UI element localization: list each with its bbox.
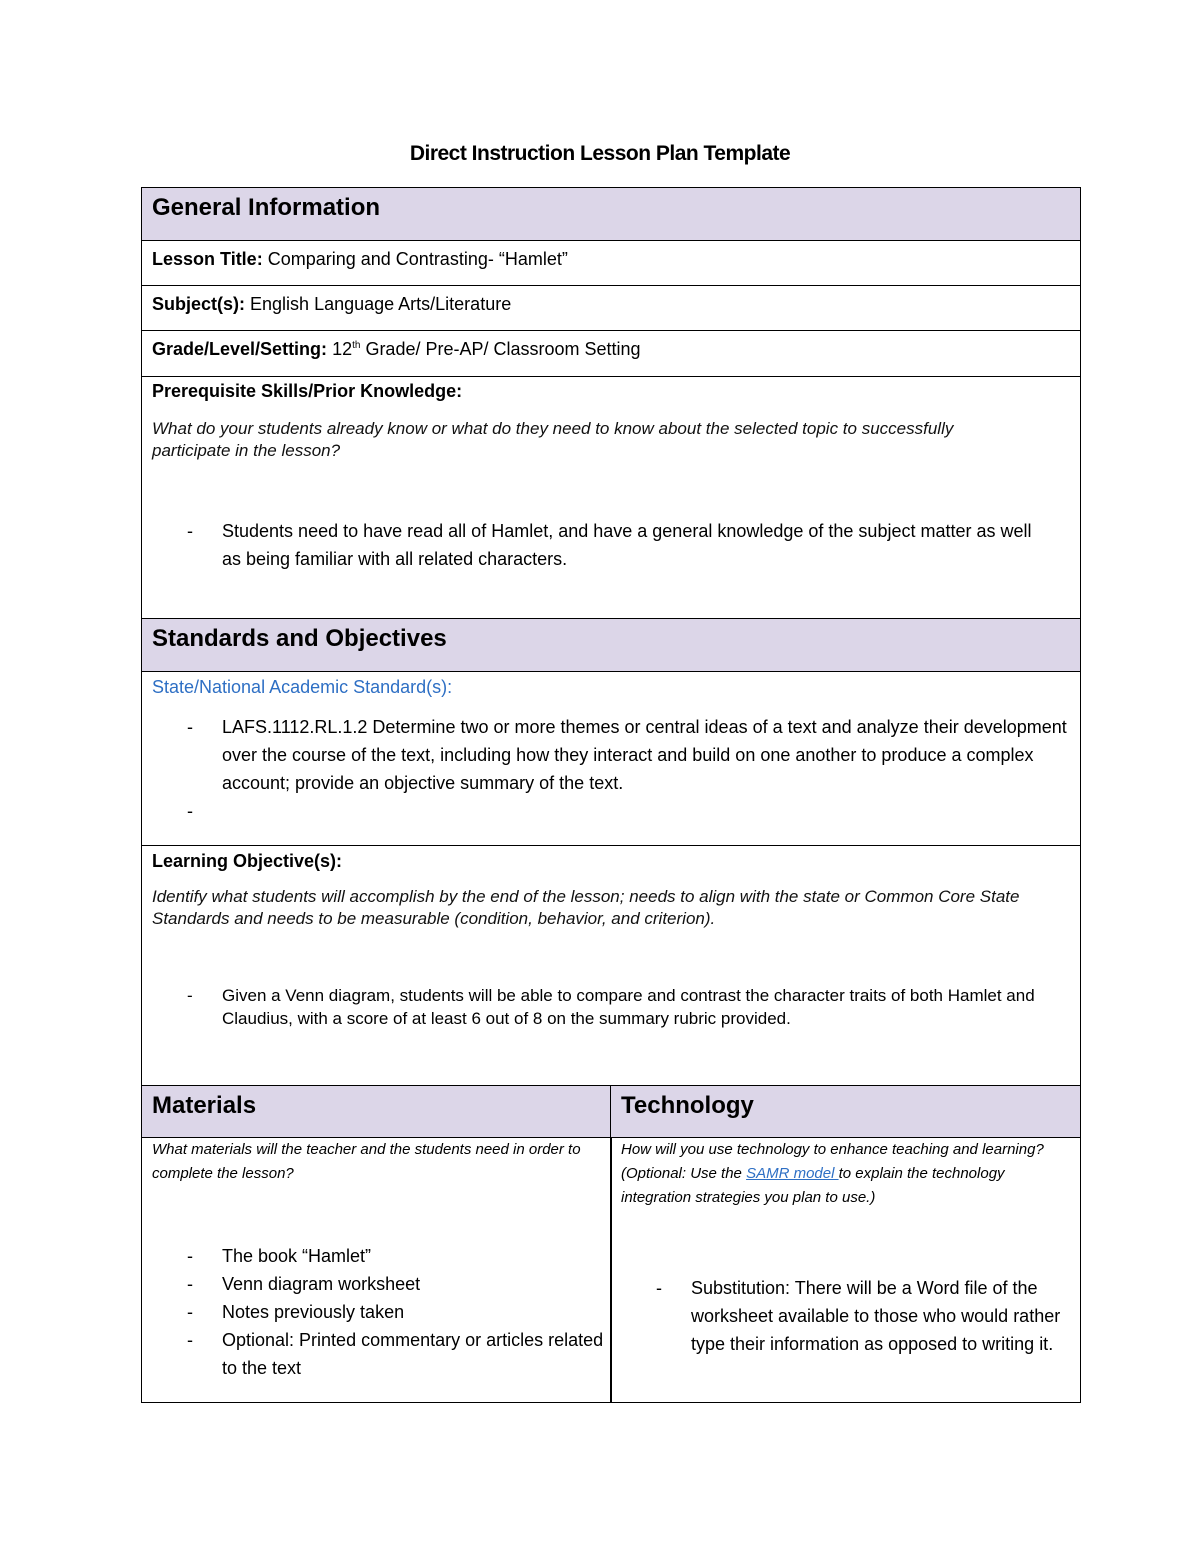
lesson-title-value: Comparing and Contrasting- “Hamlet” [267,249,568,269]
subjects-row [141,285,1081,331]
grade-value-sup: th [352,340,361,351]
grade-field [152,340,1070,358]
general-information-title: General Information [152,194,381,221]
prerequisite-prompt: What do your students already know or what do they need to know about the selected topic to successfully participate in the lesson? [152,419,954,460]
standards-title: Standards and Objectives [152,625,447,652]
list-item: - Optional: Printed commentary or articles related to the text [222,1326,607,1382]
list-item: - Substitution: There will be a Word file of the worksheet available to those who would rather type their information as opposed to writing it. [691,1274,1066,1358]
prerequisite-cell [141,376,1081,619]
standards-cell [141,671,1081,846]
technology-prompt [621,1138,1061,1210]
list-item: - Notes previously taken [222,1298,607,1326]
list-item: - The book “Hamlet” [222,1242,607,1270]
learning-objectives-label: Learning Objective(s): [152,851,343,871]
technology-list [621,1274,1066,1358]
state-standards-label: State/National Academic Standard(s): [152,677,453,697]
technology-header [610,1085,1081,1138]
materials-header [141,1085,612,1138]
materials-cell [141,1137,612,1403]
lesson-title-field [152,250,1070,268]
materials-title: Materials [152,1092,257,1119]
list-item: - Students need to have read all of Hamlet, and have a general knowledge of the subject matter as well as being familiar with all related characters. [222,517,1052,573]
grade-row [141,330,1081,377]
learning-objectives-cell [141,845,1081,1086]
prerequisite-label: Prerequisite Skills/Prior Knowledge: [152,381,463,401]
standards-header [141,618,1081,672]
list-item: - LAFS.1112.RL.1.2 Determine two or more themes or central ideas of a text and analyze their development over the course of the text, including how they interact and build on one another to produce a complex account; provide an objective summary of the text. [222,713,1067,797]
learning-objectives-prompt: Identify what students will accomplish by the end of the lesson; needs to align with the state or Common Core State Standards and needs to be measurable (condition, behavior, and criterion). [152,887,1020,928]
technology-prompt-end: to explain the technology integration strategies you plan to use.) [621,1165,1005,1206]
list-item: - Venn diagram worksheet [222,1270,607,1298]
document-title: Direct Instruction Lesson Plan Template [409,142,791,165]
standards-list [152,713,1067,825]
list-item: - Given a Venn diagram, students will be able to compare and contrast the character traits of both Hamlet and Claudius, with a score of at least 6 out of 8 on the summary rubric provided. [222,984,1072,1030]
learning-objectives-list [152,984,1072,1030]
grade-value-num: 12 [332,339,353,359]
list-item [222,797,1067,825]
subjects-label: Subject(s): [152,294,246,314]
prerequisite-list [152,517,1052,573]
lesson-title-label: Lesson Title: [152,249,263,269]
subjects-value: English Language Arts/Literature [250,294,512,314]
general-information-header [141,187,1081,241]
samr-model-link[interactable]: SAMR model [746,1165,839,1182]
grade-label: Grade/Level/Setting: [152,339,328,359]
materials-prompt: What materials will the teacher and the students need in order to complete the lesson? [152,1141,581,1182]
subjects-field [152,295,1070,313]
technology-prompt-start: How will you use technology to enhance teaching and learning? (Optional: Use the [621,1141,1044,1182]
technology-cell [610,1137,1081,1403]
materials-list [152,1242,607,1382]
technology-title: Technology [621,1092,754,1119]
lesson-title-row [141,240,1081,286]
grade-value-rest: Grade/ Pre-AP/ Classroom Setting [360,339,641,359]
